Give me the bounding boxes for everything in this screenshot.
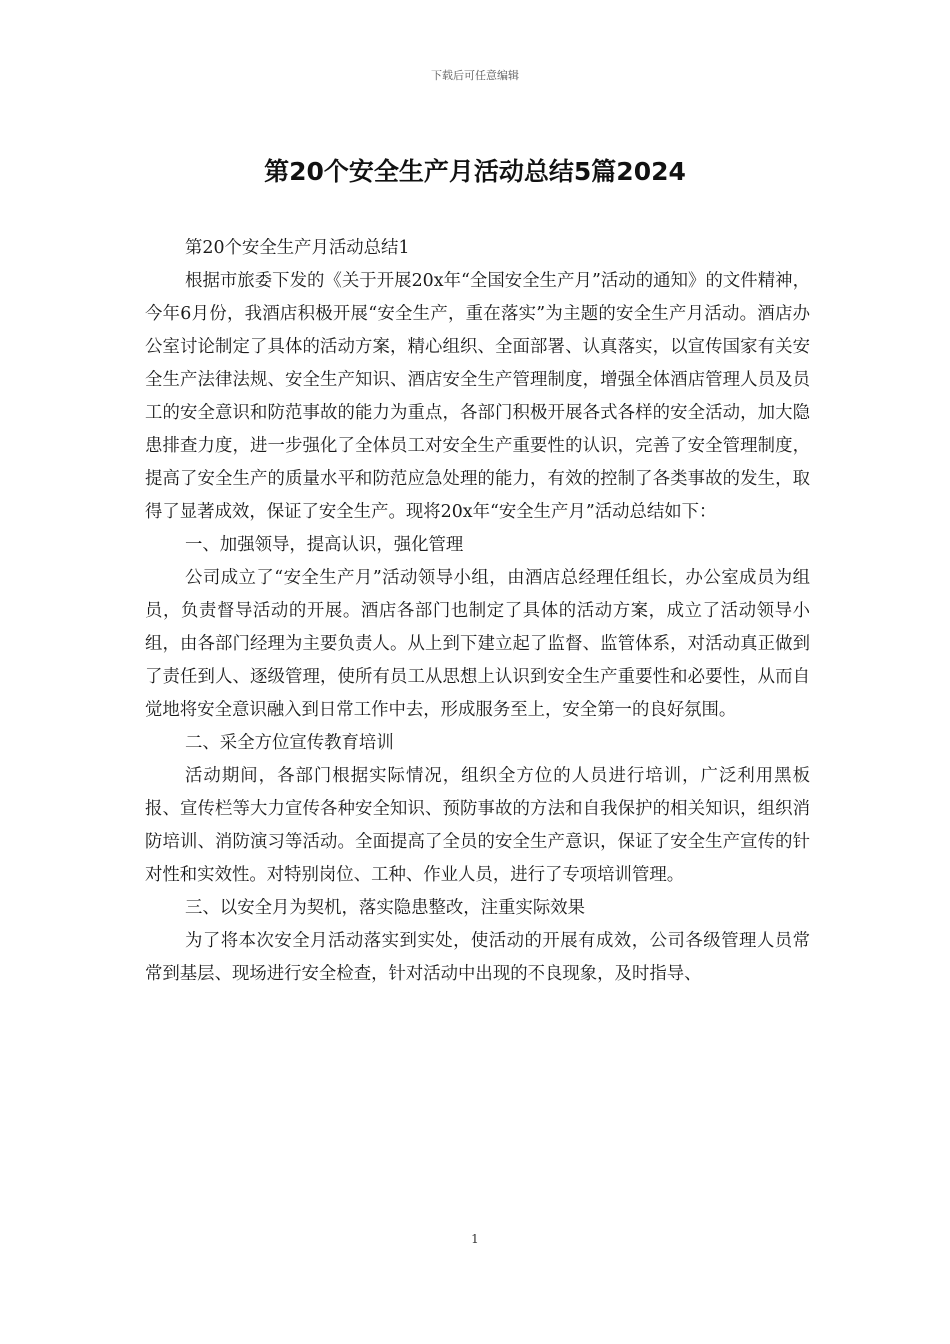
section-heading: 一、加强领导，提高认识，强化管理 [185, 535, 464, 555]
body-paragraph: 根据市旅委下发的《关于开展20x年“全国安全生产月”活动的通知》的文件精神，今年6月份，我酒店积极开展“安全生产，重在落实”为主题的安全生产月活动。酒店办公室讨论制定了具体的活动方案，精心组织、全面部署、认真落实，以宣传国家有关安全生产法律法规、安全生产知识、酒店安全生产管理制度，增强全体酒店管理人员及员工的安全意识和防范事故的能力为重点，各部门积极开展各式各样的安全活动，加大隐患排查力度，进一步强化了全体员工对安全生产重要性的认识，完善了安全管理制度，提高了安全生产的质量水平和防范应急处理的能力，有效的控制了各类事故的发生，取得了显著成效，保证了安全生产。现将20x年“安全生产月”活动总结如下： [145, 271, 810, 522]
section-heading: 三、以安全月为契机，落实隐患整改，注重实际效果 [185, 898, 586, 918]
body-paragraph: 公司成立了“安全生产月”活动领导小组，由酒店总经理任组长，办公室成员为组员，负责督导活动的开展。酒店各部门也制定了具体的活动方案，成立了活动领导小组，由各部门经理为主要负责人。从上到下建立起了监督、监管体系，对活动真正做到了责任到人、逐级管理，使所有员工从思想上认识到安全生产重要性和必要性，从而自觉地将安全意识融入到日常工作中去，形成服务至上，安全第一的良好氛围。 [145, 568, 810, 720]
body-paragraph: 活动期间，各部门根据实际情况，组织全方位的人员进行培训，广泛利用黑板报、宣传栏等大力宣传各种安全知识、预防事故的方法和自我保护的相关知识，组织消防培训、消防演习等活动。全面提高了全员的安全生产意识，保证了安全生产宣传的针对性和实效性。对特别岗位、工种、作业人员，进行了专项培训管理。 [145, 766, 810, 885]
document-body [145, 232, 810, 991]
page-number: 1 [471, 1232, 479, 1246]
section-heading: 二、采全方位宣传教育培训 [185, 733, 394, 753]
page-header: 下载后可任意编辑 [431, 69, 519, 82]
body-paragraph: 为了将本次安全月活动落实到实处，使活动的开展有成效，公司各级管理人员常常到基层、现场进行安全检查，针对活动中出现的不良现象，及时指导、 [145, 931, 810, 984]
section-heading: 第20个安全生产月活动总结1 [185, 238, 410, 258]
document-title: 第20个安全生产月活动总结5篇2024 [264, 157, 686, 186]
